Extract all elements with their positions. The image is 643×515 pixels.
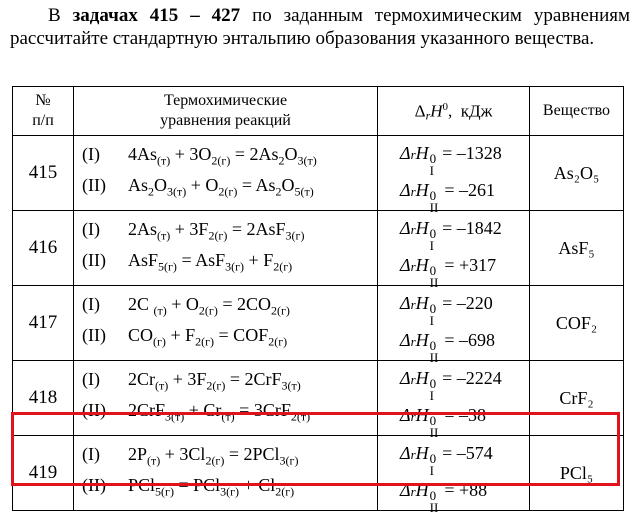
row-number: 418 bbox=[13, 361, 74, 436]
table-row bbox=[13, 361, 624, 436]
target-substance: As₂O₅ bbox=[530, 136, 624, 211]
header-enthalpy: ΔrH$^0$, кДж bbox=[378, 87, 530, 136]
reaction-equations: (I) $2Cr_{(т)} + 3F_{2(г)} = 2CrF_{3(т)}$ (II) $2CrF_{3(т)} + Cr_{(т)} = 3CrF_{2(т)}$ bbox=[74, 361, 378, 436]
header-substance: Вещество bbox=[530, 87, 624, 136]
row-number: 415 bbox=[13, 136, 74, 211]
table-row bbox=[13, 136, 624, 211]
table-header bbox=[13, 87, 624, 136]
enthalpy-values: Δ r H 0 I = –574 Δ r H 0 II = +88 bbox=[378, 436, 530, 511]
enthalpy-values: Δ r H 0 I = –2224 Δ r H 0 II = –38 bbox=[378, 361, 530, 436]
table-row-highlighted bbox=[13, 436, 624, 511]
intro-text: В задачах 415 – 427 по заданным термохимическим уравнениям рассчитайте стандартную энтальпию образования указанного вещества. bbox=[10, 5, 630, 49]
enthalpy-values: Δ r H 0 I = –1328 Δ r H 0 II = –261 bbox=[378, 136, 530, 211]
target-substance: CrF₂ bbox=[530, 361, 624, 436]
thermochem-table bbox=[12, 86, 624, 515]
table-row bbox=[13, 211, 624, 286]
row-number: 417 bbox=[13, 286, 74, 361]
header-equations: Термохимические уравнения реакций bbox=[74, 87, 378, 136]
reaction-equations: (I) $4As_{(т)} + 3O_{2(г)} = 2As_2O_{3(т)}$ (II) $As_2O_{3(т)} + O_{2(г)} = As_2O_{5(т)}$ bbox=[74, 136, 378, 211]
row-number: 419 bbox=[13, 436, 74, 511]
target-substance: PCl₅ bbox=[530, 436, 624, 511]
target-substance: AsF₅ bbox=[530, 211, 624, 286]
reaction-equations: (I) $2As_{(т)} + 3F_{2(г)} = 2AsF_{3(г)}$ (II) $AsF_{5(г)} = AsF_{3(г)} + F_{2(г)}$ bbox=[74, 211, 378, 286]
header-number: № п/п bbox=[13, 87, 74, 136]
reaction-equations: (I) 2C $_{(т)} + O_{2(г)} = 2CO_{2(г)}$ (II) $CO_{(г)} + F_{2(г)} = COF_{2(г)}$ bbox=[74, 286, 378, 361]
reaction-equations: (I) $2P_{(т)} + 3Cl_{2(г)} = 2PCl_{3(г)}$ (II) $PCl_{5(г)} = PCl_{3(г)} + Cl_{2(г)}$ bbox=[74, 436, 378, 511]
enthalpy-values: Δ r H 0 I = –1842 Δ r H 0 II = +317 bbox=[378, 211, 530, 286]
problem-range: задачах 415 – 427 bbox=[72, 5, 241, 26]
row-number: 416 bbox=[13, 211, 74, 286]
table-row bbox=[13, 286, 624, 361]
target-substance: COF₂ bbox=[530, 286, 624, 361]
enthalpy-values: Δ r H 0 I = –220 Δ r H 0 II = –698 bbox=[378, 286, 530, 361]
